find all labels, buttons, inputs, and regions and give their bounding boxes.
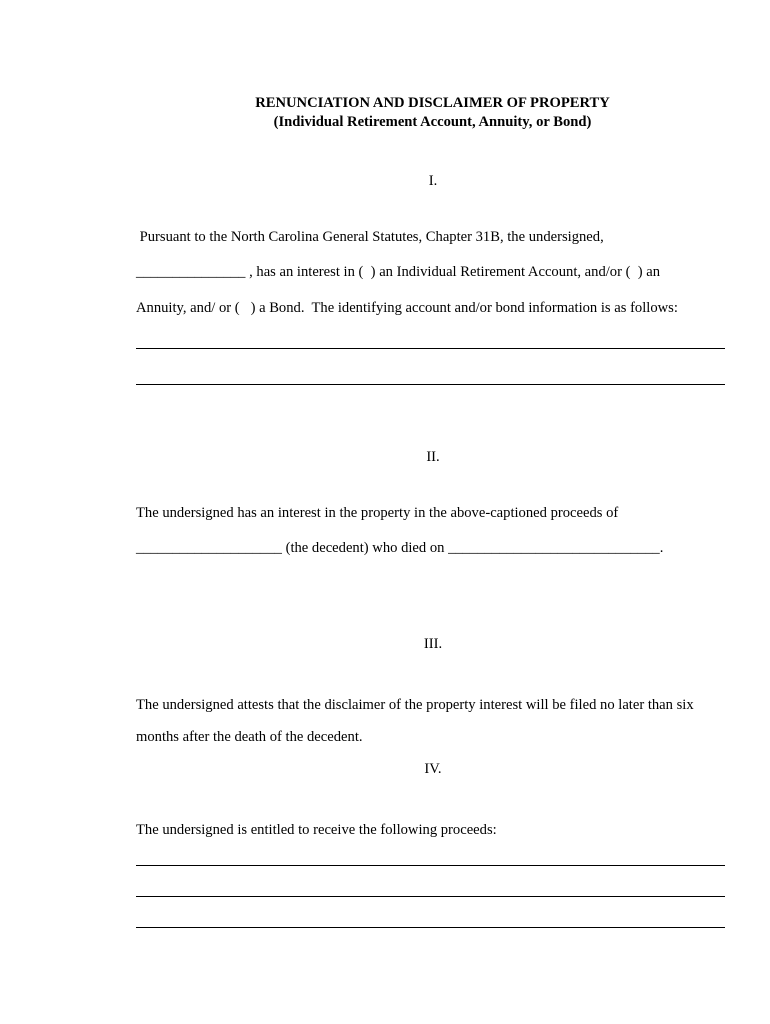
section-3-line-1: The undersigned attests that the disclaimer of the property interest will be filed no later than six — [136, 697, 694, 713]
section-2-line-1: The undersigned has an interest in the property in the above-captioned proceeds of — [136, 505, 619, 521]
section-heading-4: IV. — [424, 761, 442, 777]
section-1-line-2: _______________ , has an interest in ( ) an Individual Retirement Account, and/or ( ) an — [136, 264, 661, 280]
proceeds-line-2 — [136, 896, 725, 897]
section-4-line-1: The undersigned is entitled to receive the following proceeds: — [136, 822, 497, 838]
section-heading-2: II. — [426, 449, 440, 465]
section-1-line-3: Annuity, and/ or ( ) a Bond. The identifying account and/or bond information is as follows: — [136, 300, 678, 316]
section-2-line-2: ____________________ (the decedent) who died on _____________________________. — [136, 540, 664, 556]
section-3-line-2: months after the death of the decedent. — [136, 729, 363, 745]
section-heading-3: III. — [423, 636, 443, 652]
account-info-line-1 — [136, 348, 725, 349]
section-1-line-1: Pursuant to the North Carolina General Statutes, Chapter 31B, the undersigned, — [136, 229, 604, 245]
account-info-line-2 — [136, 384, 725, 385]
document-title: RENUNCIATION AND DISCLAIMER OF PROPERTY — [255, 95, 610, 111]
proceeds-line-1 — [136, 865, 725, 866]
document-subtitle: (Individual Retirement Account, Annuity, or Bond) — [273, 114, 592, 130]
section-heading-1: I. — [428, 173, 438, 189]
proceeds-line-3 — [136, 927, 725, 928]
